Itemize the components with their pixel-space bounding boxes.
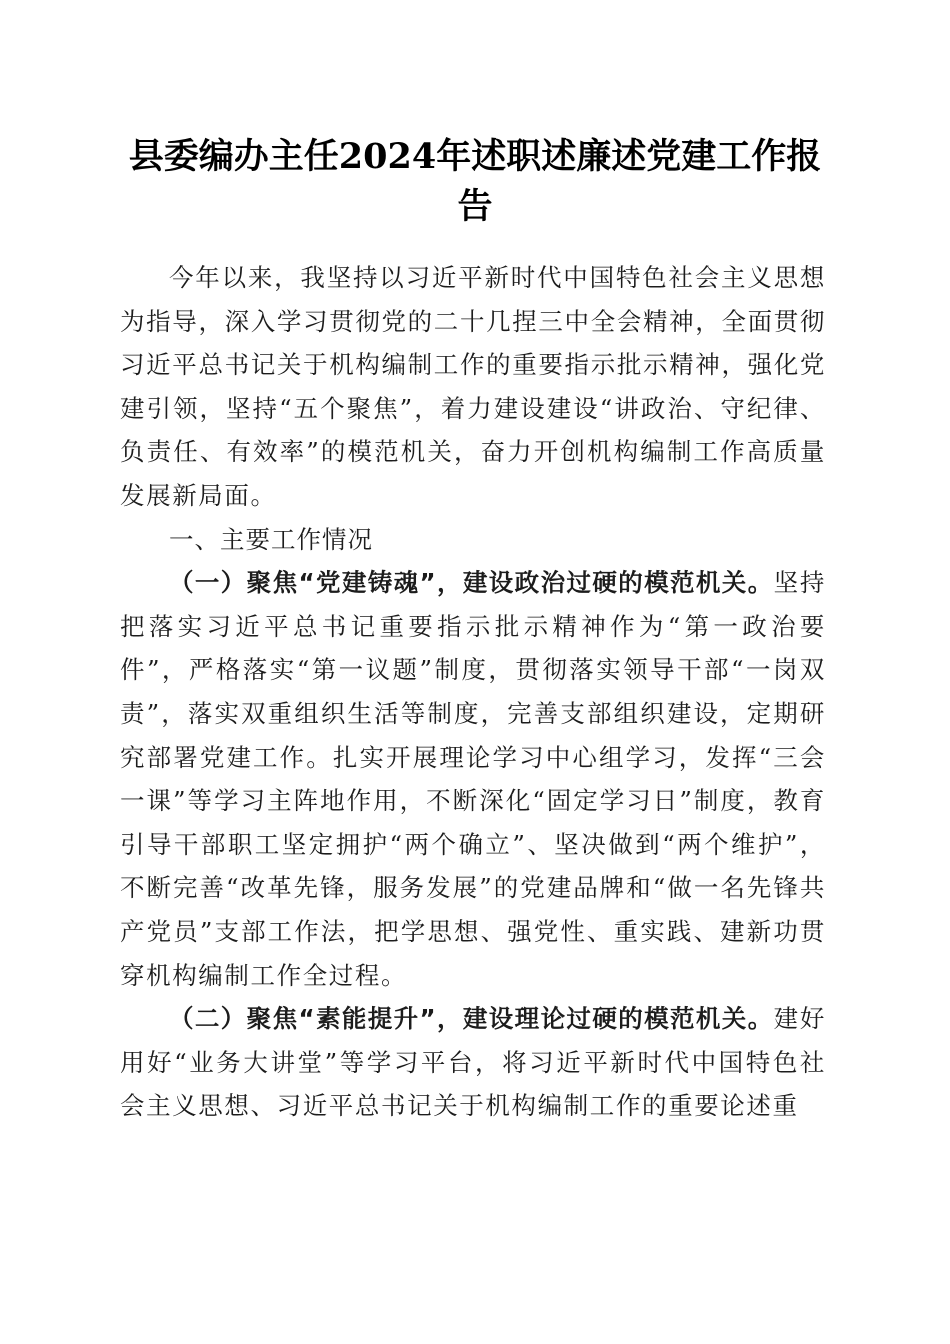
document-body xyxy=(120,256,826,1128)
item-paragraph-1 xyxy=(120,561,826,997)
item-body-2: 建好用好“业务大讲堂”等学习平台，将习近平新时代中国特色社会主义思想、习近平总书记关于机构编制工作的重要论述重 xyxy=(120,1004,826,1121)
item-paragraph-2 xyxy=(120,997,826,1128)
section-heading: 一、主要工作情况 xyxy=(169,524,373,554)
item-body-1: 坚持把落实习近平总书记重要指示批示精神作为“第一政治要件”，严格落实“第一议题”制度，贯彻落实领导干部“一岗双责”，落实双重组织生活等制度，完善支部组织建设，定期研究部署党建工作。扎实开展理论学习中心组学习，发挥“三会一课”等学习主阵地作用，不断深化“固定学习日”制度，教育引导干部职工坚定拥护“两个确立”、坚决做到“两个维护”，不断完善“改革先锋，服务发展”的党建品牌和“做一名先锋共产党员”支部工作法，把学思想、强党性、重实践、建新功贯穿机构编制工作全过程。 xyxy=(120,568,826,990)
intro-paragraph: 今年以来，我坚持以习近平新时代中国特色社会主义思想为指导，深入学习贯彻党的二十几捏三中全会精神，全面贯彻习近平总书记关于机构编制工作的重要指示批示精神，强化党建引领，坚持“五个聚焦”，着力建设建设“讲政治、守纪律、负责任、有效率”的模范机关，奋力开创机构编制工作高质量发展新局面。 xyxy=(120,263,826,510)
document-title: 县委编办主任2024年述职述廉述党建工作报告 xyxy=(128,136,822,227)
item-lead-1: （一）聚焦“党建铸魂”，建设政治过硬的模范机关。 xyxy=(169,568,774,598)
item-lead-2: （二）聚焦“素能提升”，建设理论过硬的模范机关。 xyxy=(169,1004,774,1034)
